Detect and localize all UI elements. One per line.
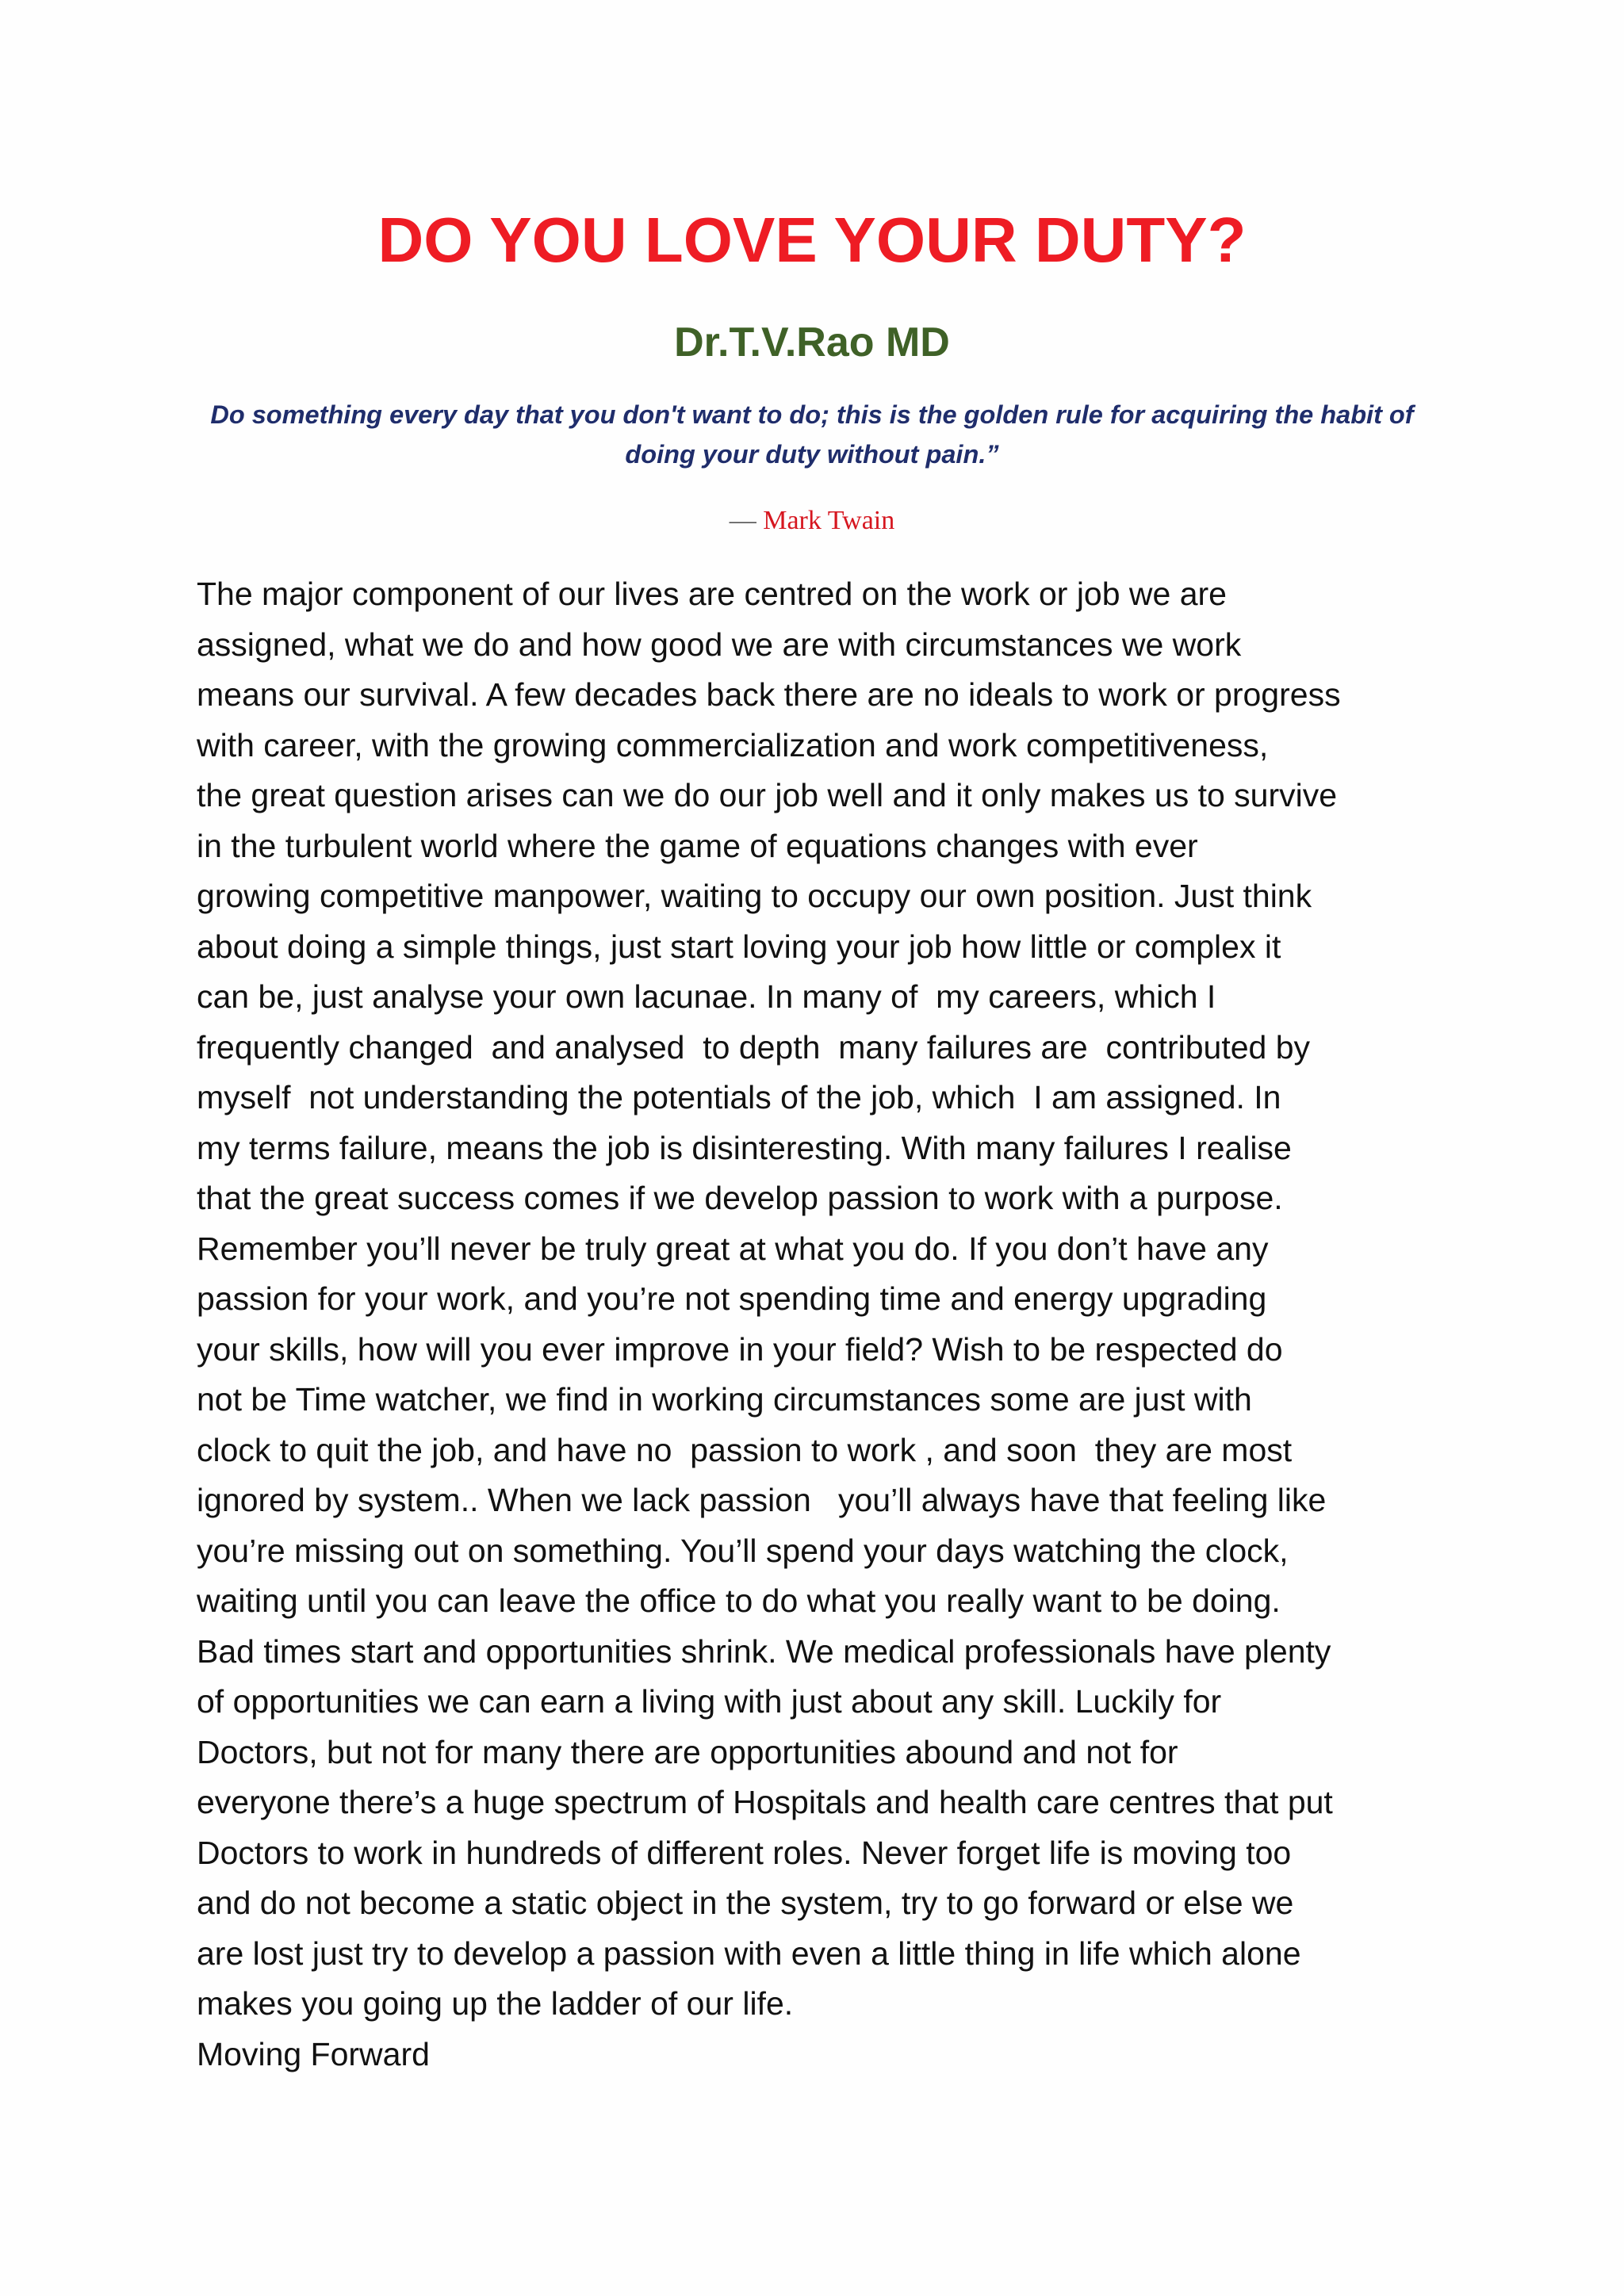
body-line: you’re missing out on something. You’ll spend your days watching the clock, [197,1532,1289,1569]
body-line: myself not understanding the potentials of the job, which I am assigned. In [197,1079,1281,1115]
author-name: Dr.T.V.Rao MD [674,320,950,365]
body-line: your skills, how will you ever improve in your field? Wish to be respected do [197,1330,1283,1368]
epigraph-line-2: doing your duty without pain.” [625,440,999,469]
body-line: The major component of our lives are centred on the work or job we are [197,576,1227,612]
body-line: means our survival. A few decades back there are no ideals to work or progress [197,676,1341,713]
body-line: Bad times start and opportunities shrink. We medical professionals have plenty [197,1632,1331,1670]
quote-attribution [0,501,1624,541]
body-line: Remember you’ll never be truly great at what you do. If you don’t have any [197,1230,1269,1267]
attribution-name: Mark Twain [763,506,895,535]
body-line: waiting until you can leave the office to do what you really want to be doing. [197,1582,1281,1619]
body-line: with career, with the growing commercialization and work competitiveness, [197,726,1269,763]
body-text [197,569,1450,2080]
body-line: the great question arises can we do our job well and it only makes us to survive [197,777,1338,813]
epigraph-line-1: Do something every day that you don't want to do; this is the golden rule for acquiring the habit of [210,400,1414,429]
body-line: about doing a simple things, just start loving your job how little or complex it [197,928,1281,965]
attribution-dash: — [729,506,764,535]
page-title: DO YOU LOVE YOUR DUTY? [377,205,1247,275]
body-line: of opportunities we can earn a living with just about any skill. Luckily for [197,1683,1222,1720]
body-line: growing competitive manpower, waiting to occupy our own position. Just think [197,878,1312,914]
body-line: in the turbulent world where the game of equations changes with ever [197,827,1198,864]
body-line: can be, just analyse your own lacunae. In many of my careers, which I [197,978,1216,1015]
body-line: makes you going up the ladder of our life. [197,1985,794,2022]
body-line: passion for your work, and you’re not spending time and energy upgrading [197,1280,1267,1317]
body-line: not be Time watcher, we find in working circumstances some are just with [197,1381,1252,1418]
body-line: my terms failure, means the job is disinteresting. With many failures I realise [197,1129,1292,1166]
body-line: ignored by system.. When we lack passion you’ll always have that feeling like [197,1482,1327,1518]
body-line: frequently changed and analysed to depth many failures are contributed by [197,1028,1311,1066]
body-line: Doctors to work in hundreds of different roles. Never forget life is moving too [197,1834,1292,1871]
body-line: Moving Forward [197,2035,430,2072]
body-line: assigned, what we do and how good we are with circumstances we work [197,626,1242,663]
body-line: that the great success comes if we develop passion to work with a purpose. [197,1180,1283,1216]
body-line: and do not become a static object in the system, try to go forward or else we [197,1885,1294,1921]
epigraph-quote [190,395,1434,474]
body-line: are lost just try to develop a passion with even a little thing in life which alone [197,1934,1301,1972]
body-line: Doctors, but not for many there are opportunities abound and not for [197,1733,1178,1770]
body-line: clock to quit the job, and have no passion to work , and soon they are most [197,1431,1293,1468]
body-line: everyone there’s a huge spectrum of Hospitals and health care centres that put [197,1784,1333,1820]
